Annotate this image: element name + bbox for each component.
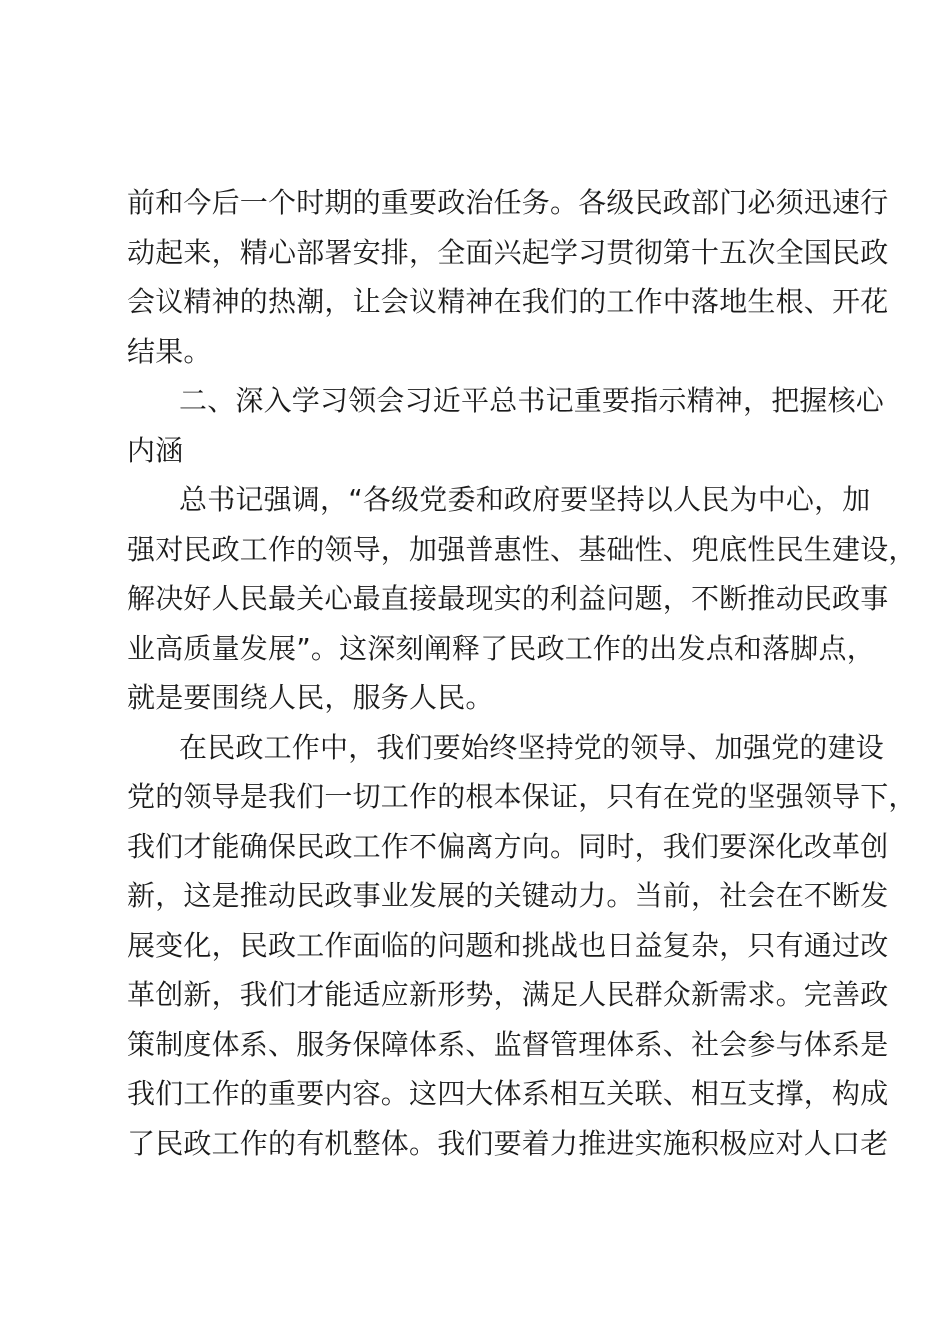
text-line: 业高质量发展”。这深刻阐释了民政工作的出发点和落脚点， — [127, 631, 875, 665]
text-line: 党的领导是我们一切工作的根本保证，只有在党的坚强领导下， — [127, 780, 917, 813]
paragraph-3 — [127, 475, 917, 723]
text-line: 了民政工作的有机整体。我们要着力推进实施积极应对人口老 — [127, 1126, 889, 1160]
document-body — [127, 178, 917, 1168]
text-line: 总书记强调，“各级党委和政府要坚持以人民为中心，加 — [179, 483, 871, 516]
text-line: 解决好人民最关心最直接最现实的利益问题，不断推动民政事 — [127, 582, 889, 615]
text-line: 结果。 — [127, 334, 212, 368]
text-line: 前和今后一个时期的重要政治任务。各级民政部门必须迅速行 — [127, 186, 889, 219]
text-line: 在民政工作中，我们要始终坚持党的领导、加强党的建设 — [179, 730, 885, 764]
text-line: 会议精神的热潮，让会议精神在我们的工作中落地生根、开花 — [127, 285, 889, 318]
section-heading — [127, 376, 885, 475]
text-line: 革创新，我们才能适应新形势，满足人民群众新需求。完善政 — [127, 978, 889, 1011]
text-line: 强对民政工作的领导，加强普惠性、基础性、兜底性民生建设， — [127, 532, 917, 566]
text-line: 新，这是推动民政事业发展的关键动力。当前，社会在不断发 — [127, 879, 889, 912]
paragraph-4 — [127, 723, 917, 1169]
text-line: 就是要围绕人民，服务人民。 — [127, 681, 494, 714]
heading-line: 内涵 — [127, 433, 184, 467]
paragraph-1 — [127, 178, 889, 376]
text-line: 展变化，民政工作面临的问题和挑战也日益复杂，只有通过改 — [127, 928, 889, 962]
text-line: 策制度体系、服务保障体系、监督管理体系、社会参与体系是 — [127, 1027, 889, 1061]
text-line: 动起来，精心部署安排，全面兴起学习贯彻第十五次全国民政 — [127, 235, 889, 269]
text-line: 我们才能确保民政工作不偏离方向。同时，我们要深化改革创 — [127, 829, 889, 863]
heading-line: 二、深入学习领会习近平总书记重要指示精神，把握核心 — [179, 384, 885, 417]
text-line: 我们工作的重要内容。这四大体系相互关联、相互支撑，构成 — [127, 1077, 889, 1110]
